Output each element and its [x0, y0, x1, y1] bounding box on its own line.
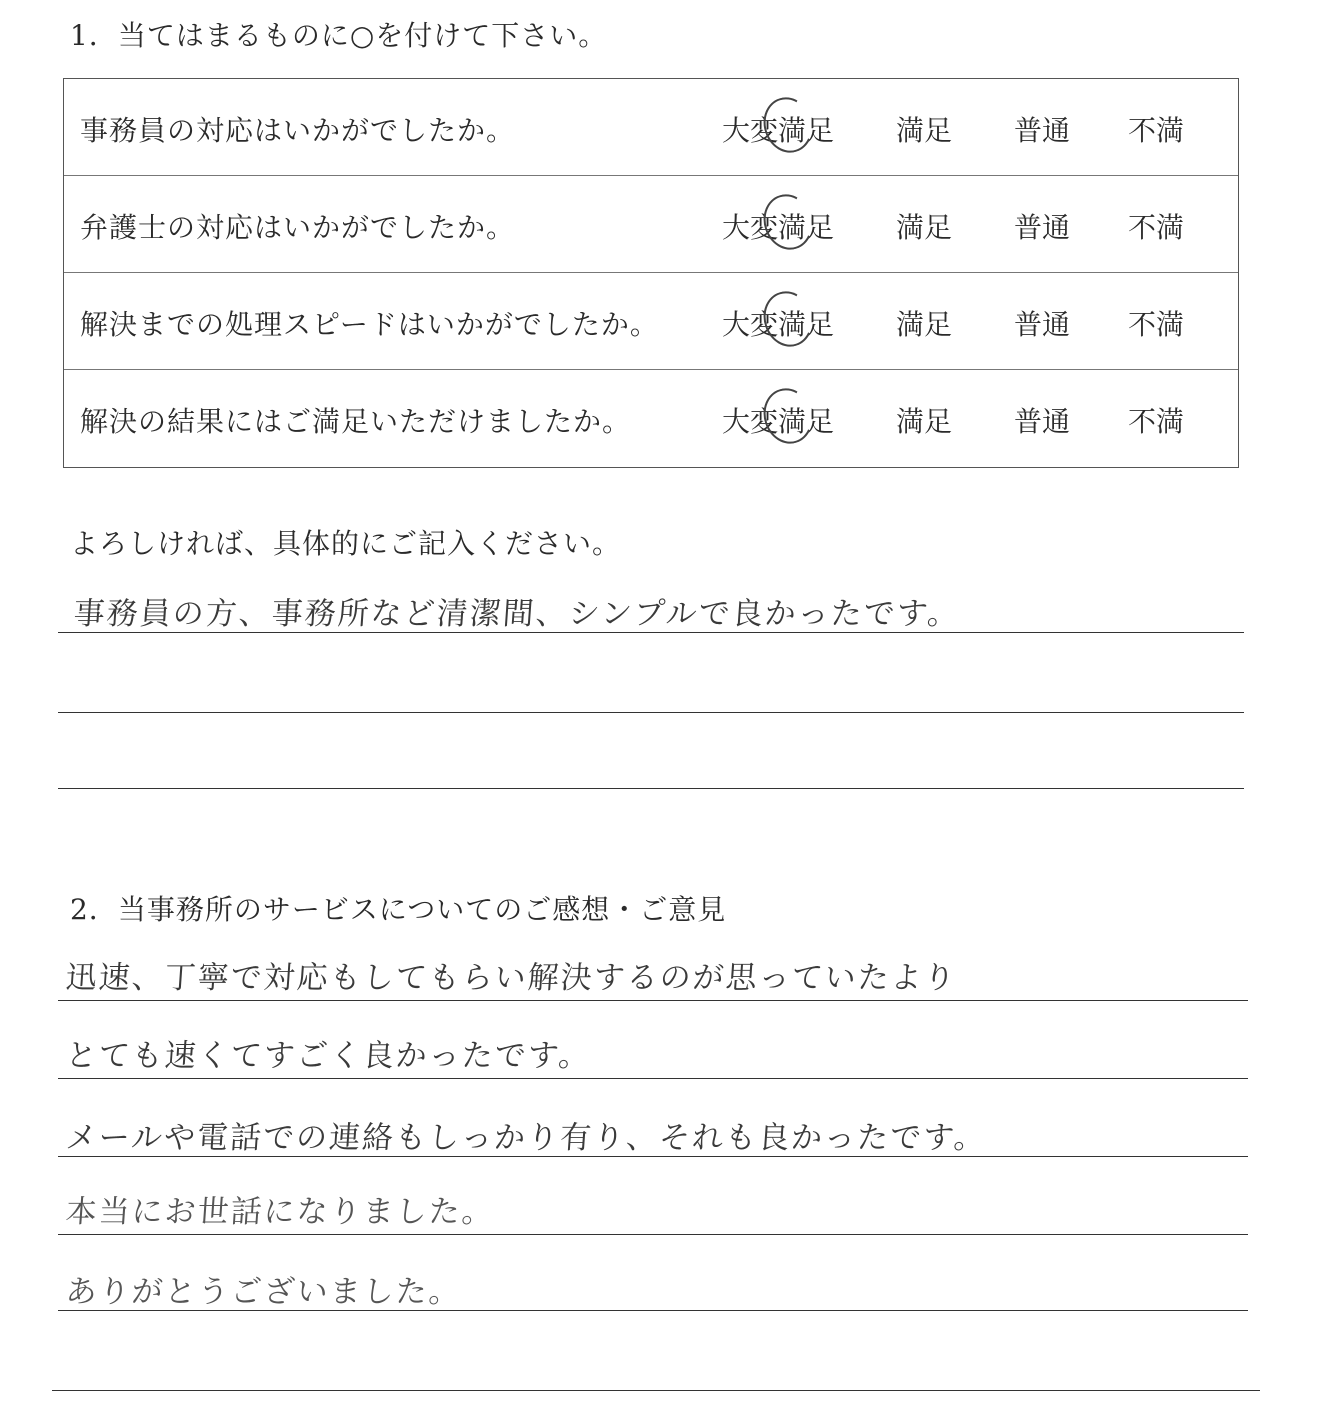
option-dissatisfied[interactable]: 不満 [1128, 405, 1185, 438]
question-text: 事務員の対応はいかがでしたか。 [80, 114, 516, 147]
writing-line [58, 788, 1244, 789]
question-text: 解決までの処理スピードはいかがでしたか。 [80, 308, 659, 341]
handwritten-opinion-line: 迅速、丁寧で対応もしてもらい解決するのが思っていたより [64, 960, 959, 996]
handwritten-opinion-line: 本当にお世話になりました。 [64, 1194, 497, 1230]
option-satisfied[interactable]: 満足 [896, 308, 953, 341]
question-text: 解決の結果にはご満足いただけましたか。 [80, 405, 632, 438]
writing-line [52, 1390, 1260, 1391]
satisfaction-table [63, 78, 1239, 468]
section2-heading: 2．当事務所のサービスについてのご感想・ご意見 [70, 893, 727, 926]
option-dissatisfied[interactable]: 不満 [1128, 211, 1185, 244]
option-very-satisfied[interactable]: 大変満足 [722, 405, 835, 438]
option-satisfied[interactable]: 満足 [896, 405, 953, 438]
option-very-satisfied[interactable]: 大変満足 [722, 211, 835, 244]
comment-prompt: よろしければ、具体的にご記入ください。 [70, 527, 622, 560]
question-text: 弁護士の対応はいかがでしたか。 [80, 211, 516, 244]
handwritten-opinion-line: ありがとうございました。 [64, 1274, 464, 1310]
handwritten-comment-line: 事務員の方、事務所など清潔間、シンプルで良かったです。 [72, 596, 962, 632]
option-neutral[interactable]: 普通 [1014, 405, 1071, 438]
handwritten-opinion-line: メールや電話での連絡もしっかり有り、それも良かったです。 [64, 1120, 988, 1156]
option-very-satisfied[interactable]: 大変満足 [722, 308, 835, 341]
writing-line [58, 1234, 1248, 1235]
question-row [64, 273, 1238, 370]
handwritten-opinion-line: とても速くてすごく良かったです。 [64, 1038, 593, 1074]
option-dissatisfied[interactable]: 不満 [1128, 114, 1185, 147]
writing-line [58, 712, 1244, 713]
writing-line [58, 1156, 1248, 1157]
option-very-satisfied[interactable]: 大変満足 [722, 114, 835, 147]
question-row [64, 176, 1238, 273]
option-satisfied[interactable]: 満足 [896, 114, 953, 147]
section1-heading: 1．当てはまるものに○を付けて下さい。 [70, 19, 608, 52]
option-neutral[interactable]: 普通 [1014, 308, 1071, 341]
writing-line [58, 1000, 1248, 1001]
option-dissatisfied[interactable]: 不満 [1128, 308, 1185, 341]
writing-line [58, 1078, 1248, 1079]
option-neutral[interactable]: 普通 [1014, 114, 1071, 147]
writing-line [58, 632, 1244, 633]
option-satisfied[interactable]: 満足 [896, 211, 953, 244]
question-row [64, 79, 1238, 176]
writing-line [58, 1310, 1248, 1311]
option-neutral[interactable]: 普通 [1014, 211, 1071, 244]
question-row [64, 370, 1238, 467]
